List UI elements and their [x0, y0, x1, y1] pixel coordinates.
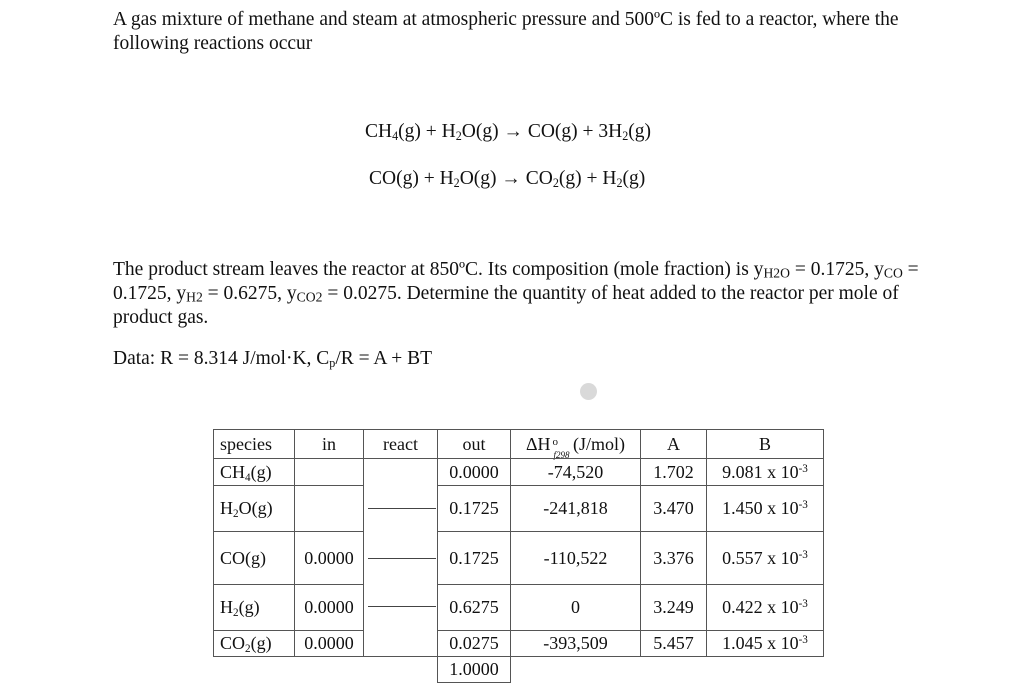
row-dh: -393,509	[510, 630, 641, 657]
row-dh: -110,522	[510, 531, 641, 585]
row-A: 3.470	[640, 485, 707, 532]
row-B: 0.422 x $10^{-3}$	[706, 584, 824, 631]
row-A: 5.457	[640, 630, 707, 657]
problem-intro: A gas mixture of methane and steam at atmospheric pressure and 500ºC is fed to a reactor, where the following reactions occur	[113, 9, 899, 54]
row-out: 0.1725	[437, 531, 511, 585]
react-dash	[368, 508, 436, 509]
row-react	[363, 458, 438, 486]
row-react	[363, 584, 438, 631]
row-in	[294, 485, 364, 532]
row-in: 0.0000	[294, 531, 364, 585]
header-out: out	[437, 429, 511, 459]
row-species: $H_2(g)$	[213, 584, 295, 631]
total-out: 1.0000	[437, 656, 511, 683]
row-dh: 0	[510, 584, 641, 631]
row-A: 3.249	[640, 584, 707, 631]
reaction-1: $CH_4(g) + H_2O(g) \to CO(g) + 3H_2(g)$	[365, 121, 652, 144]
row-B: 0.557 x $10^{-3}$	[706, 531, 824, 585]
row-B: 9.081 x $10^{-3}$	[706, 458, 824, 486]
row-species: CO(g)	[213, 531, 295, 585]
row-out: 0.1725	[437, 485, 511, 532]
row-react	[363, 630, 438, 657]
product-stream-text: The product stream leaves the reactor at 850ºC. Its composition (mole fraction) is $y_{H2O} = 0.1725$, $y_{CO} = 0.1725$, $y_{H2} = 0.6275$, $y_{CO2} = 0.0275$. Determine the quantity of heat added to the reactor per mole of product gas.	[113, 259, 919, 328]
row-species: $H_2O(g)$	[213, 485, 295, 532]
row-dh: -74,520	[510, 458, 641, 486]
row-out: 0.0000	[437, 458, 511, 486]
row-in: 0.0000	[294, 630, 364, 657]
row-A: 1.702	[640, 458, 707, 486]
reaction-2: $CO(g) + H_2O(g) \to CO_2(g) + H_2(g)$	[369, 168, 646, 191]
data-line: Data: R = 8.314 J/mol·K, $C_p/R = A$ + BT	[113, 348, 433, 371]
row-in: 0.0000	[294, 584, 364, 631]
row-dh: -241,818	[510, 485, 641, 532]
header-B: B	[706, 429, 824, 459]
row-A: 3.376	[640, 531, 707, 585]
header-in: in	[294, 429, 364, 459]
react-dash	[368, 558, 436, 559]
row-out: 0.0275	[437, 630, 511, 657]
row-B: 1.045 x $10^{-3}$	[706, 630, 824, 657]
header-react: react	[363, 429, 438, 459]
row-species: $CO_2(g)$	[213, 630, 295, 657]
header-A: A	[640, 429, 707, 459]
react-dash	[368, 606, 436, 607]
header-species: species	[213, 429, 295, 459]
header-dh: ΔH o f298 (J/mol)	[510, 429, 641, 459]
cursor-dot	[580, 383, 597, 400]
row-in	[294, 458, 364, 486]
row-out: 0.6275	[437, 584, 511, 631]
row-B: 1.450 x $10^{-3}$	[706, 485, 824, 532]
row-species: $CH_4(g)$	[213, 458, 295, 486]
